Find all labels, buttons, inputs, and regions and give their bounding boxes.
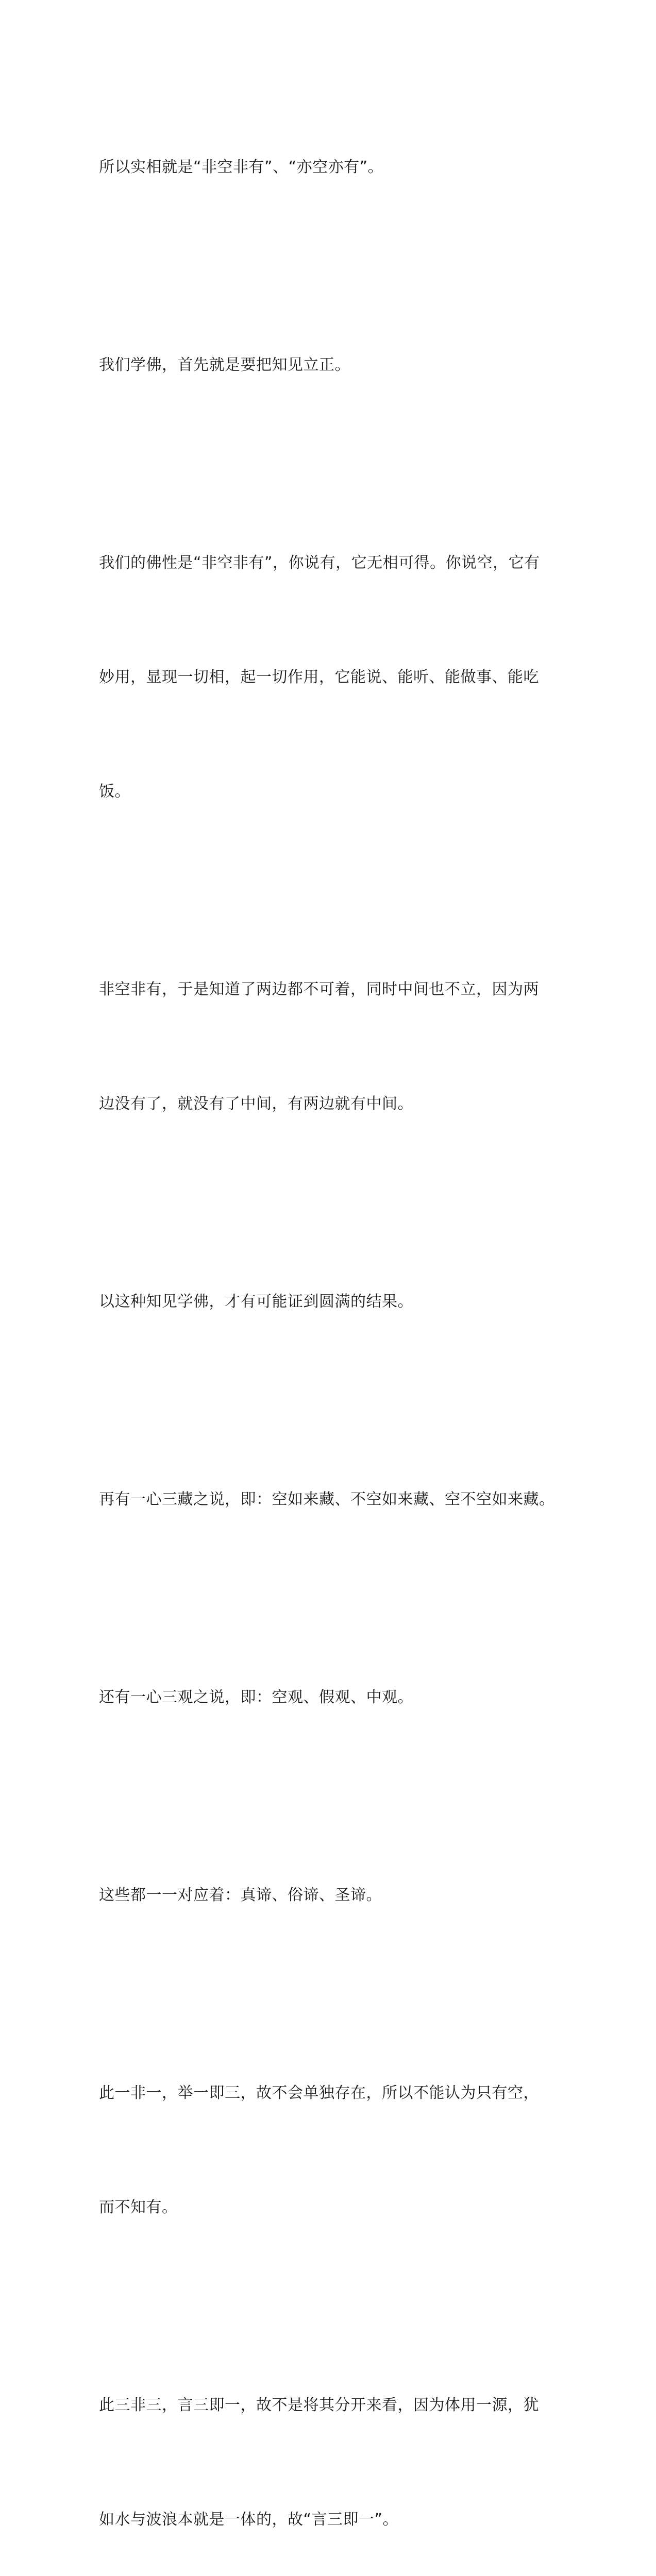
text-line: 以这种知见学佛，才有可能证到圆满的结果。 (99, 1293, 413, 1311)
text-line: 我们学佛，首先就是要把知见立正。 (99, 356, 350, 374)
paragraph-1 (99, 72, 563, 263)
text-line: 所以实相就是“非空非有”、“亦空亦有”。 (99, 158, 384, 176)
document-body (99, 72, 563, 2576)
paragraph-2 (99, 270, 563, 461)
text-line: 饭。 (99, 783, 130, 801)
text-line: 还有一心三观之说，即：空观、假观、中观。 (99, 1688, 413, 1706)
text-line: 此一非一，举一即三，故不会单独存在，所以不能认为只有空， (99, 2084, 539, 2102)
paragraph-8 (99, 1800, 563, 1991)
paragraph-3 (99, 468, 563, 887)
text-line: 非空非有，于是知道了两边都不可着，同时中间也不立，因为两 (99, 980, 539, 998)
paragraph-5 (99, 1207, 563, 1397)
paragraph-10 (99, 2310, 563, 2576)
paragraph-6 (99, 1404, 563, 1595)
text-line: 边没有了，就没有了中间，有两边就有中间。 (99, 1095, 413, 1113)
text-line: 如水与波浪本就是一体的，故“言三即一”。 (99, 2511, 399, 2529)
text-line: 我们的佛性是“非空非有”，你说有，它无相可得。你说空，它有 (99, 554, 540, 572)
text-line: 而不知有。 (99, 2198, 178, 2216)
paragraph-4 (99, 894, 563, 1199)
text-line: 再有一心三藏之说，即：空如来藏、不空如来藏、空不空如来藏。 (99, 1490, 555, 1509)
text-line: 这些都一一对应着：真谛、俗谛、圣谛。 (99, 1886, 382, 1904)
paragraph-9 (99, 1998, 563, 2303)
text-line: 妙用，显现一切相，起一切作用，它能说、能听、能做事、能吃 (99, 668, 539, 686)
paragraph-7 (99, 1602, 563, 1793)
text-line: 此三非三，言三即一，故不是将其分开来看，因为体用一源，犹 (99, 2396, 539, 2414)
